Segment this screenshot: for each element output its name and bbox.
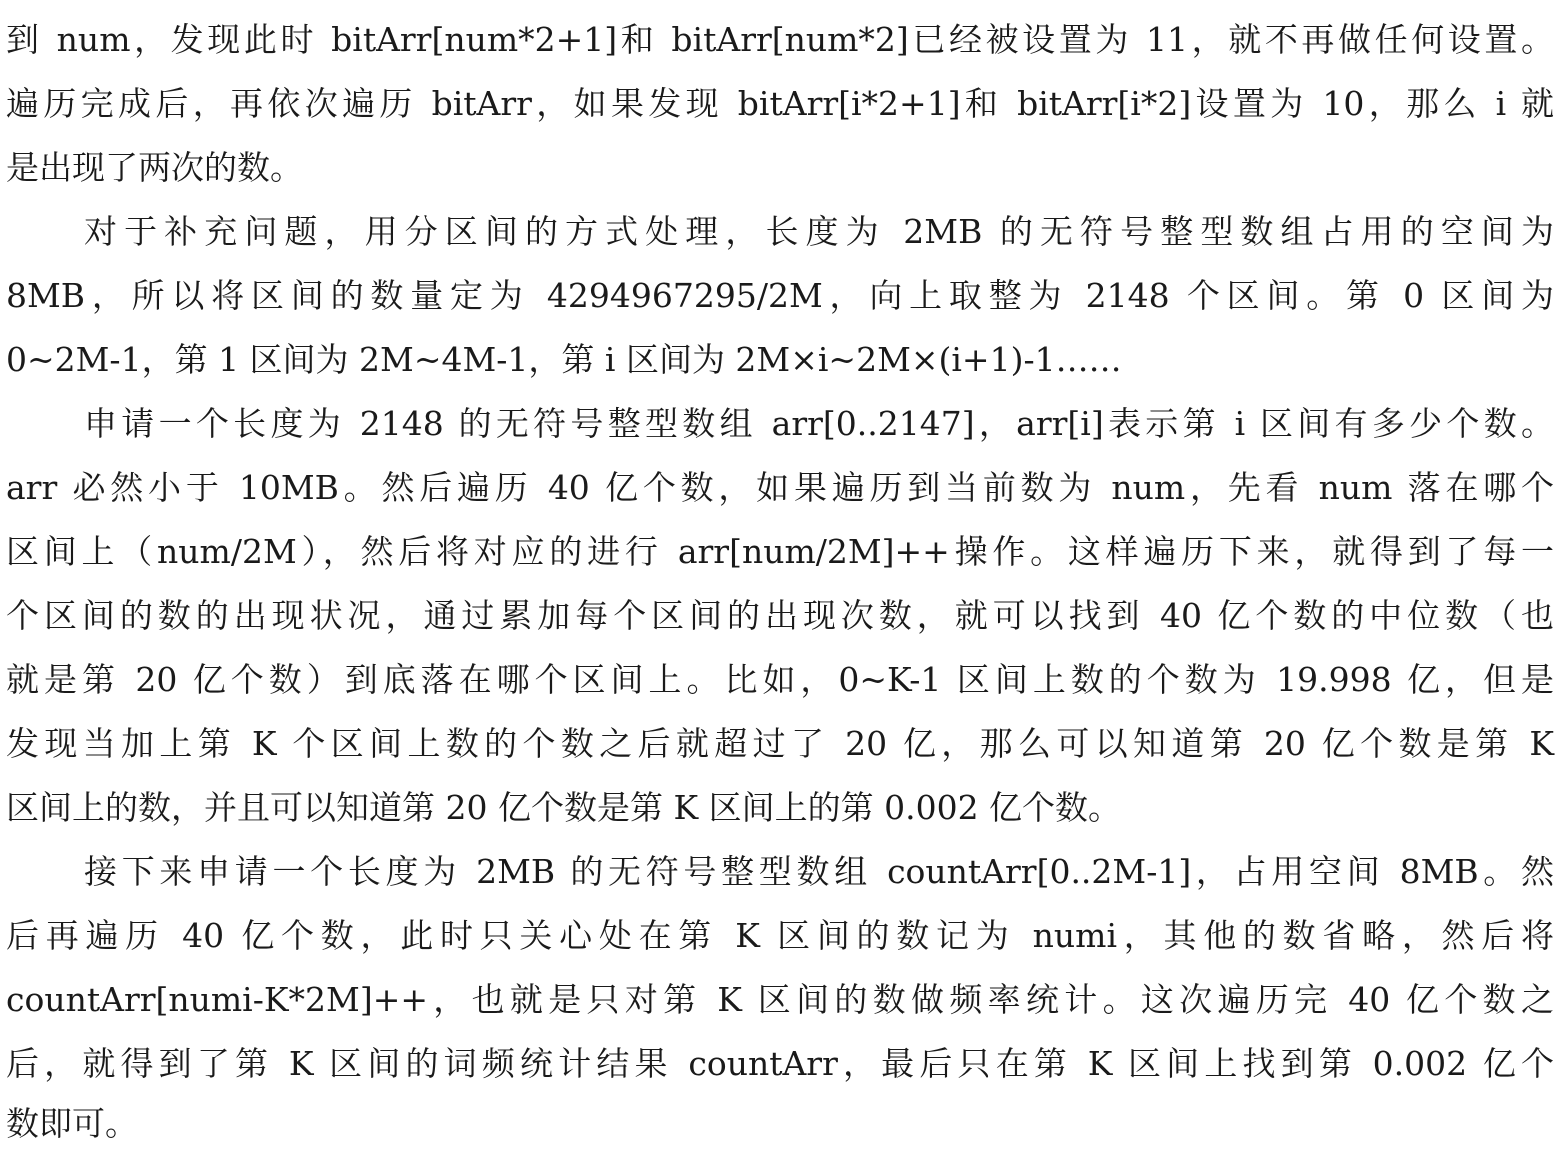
text-line: 数即可。	[6, 1104, 138, 1143]
text-line: 8MB，所以将区间的数量定为 4294967295/2M，向上取整为 2148 个区间。第 0 区间为	[6, 276, 1554, 315]
text-line: 就是第 20 亿个数）到底落在哪个区间上。比如，0~K-1 区间上数的个数为 19.998 亿，但是	[6, 660, 1554, 699]
text-line: 接下来申请一个长度为 2MB 的无符号整型数组 countArr[0..2M-1]，占用空间 8MB。然	[84, 852, 1554, 891]
text-line: 个区间的数的出现状况，通过累加每个区间的出现次数，就可以找到 40 亿个数的中位数（也	[6, 596, 1554, 635]
text-line: 后，就得到了第 K 区间的词频统计结果 countArr，最后只在第 K 区间上找到第 0.002 亿个	[6, 1044, 1554, 1083]
text-line: 对于补充问题，用分区间的方式处理，长度为 2MB 的无符号整型数组占用的空间为	[84, 212, 1554, 251]
text-line: countArr[numi-K*2M]++，也就是只对第 K 区间的数做频率统计。这次遍历完 40 亿个数之	[6, 980, 1554, 1019]
text-line: 0~2M-1，第 1 区间为 2M~4M-1，第 i 区间为 2M×i~2M×(i+1)-1……	[6, 340, 1122, 379]
text-line: 到 num，发现此时 bitArr[num*2+1]和 bitArr[num*2]已经被设置为 11，就不再做任何设置。	[6, 20, 1554, 59]
text-line: 后再遍历 40 亿个数，此时只关心处在第 K 区间的数记为 numi，其他的数省略，然后将	[6, 916, 1554, 955]
text-line: 是出现了两次的数。	[6, 148, 303, 187]
text-line: arr 必然小于 10MB。然后遍历 40 亿个数，如果遍历到当前数为 num，先看 num 落在哪个	[6, 468, 1554, 507]
text-line: 遍历完成后，再依次遍历 bitArr，如果发现 bitArr[i*2+1]和 bitArr[i*2]设置为 10，那么 i 就	[6, 84, 1554, 123]
text-line: 区间上的数，并且可以知道第 20 亿个数是第 K 区间上的第 0.002 亿个数。	[6, 788, 1122, 827]
text-line: 发现当加上第 K 个区间上数的个数之后就超过了 20 亿，那么可以知道第 20 亿个数是第 K	[6, 724, 1554, 763]
text-line: 区间上（num/2M），然后将对应的进行 arr[num/2M]++操作。这样遍历下来，就得到了每一	[6, 532, 1554, 571]
text-line: 申请一个长度为 2148 的无符号整型数组 arr[0..2147]，arr[i]表示第 i 区间有多少个数。	[84, 404, 1554, 443]
